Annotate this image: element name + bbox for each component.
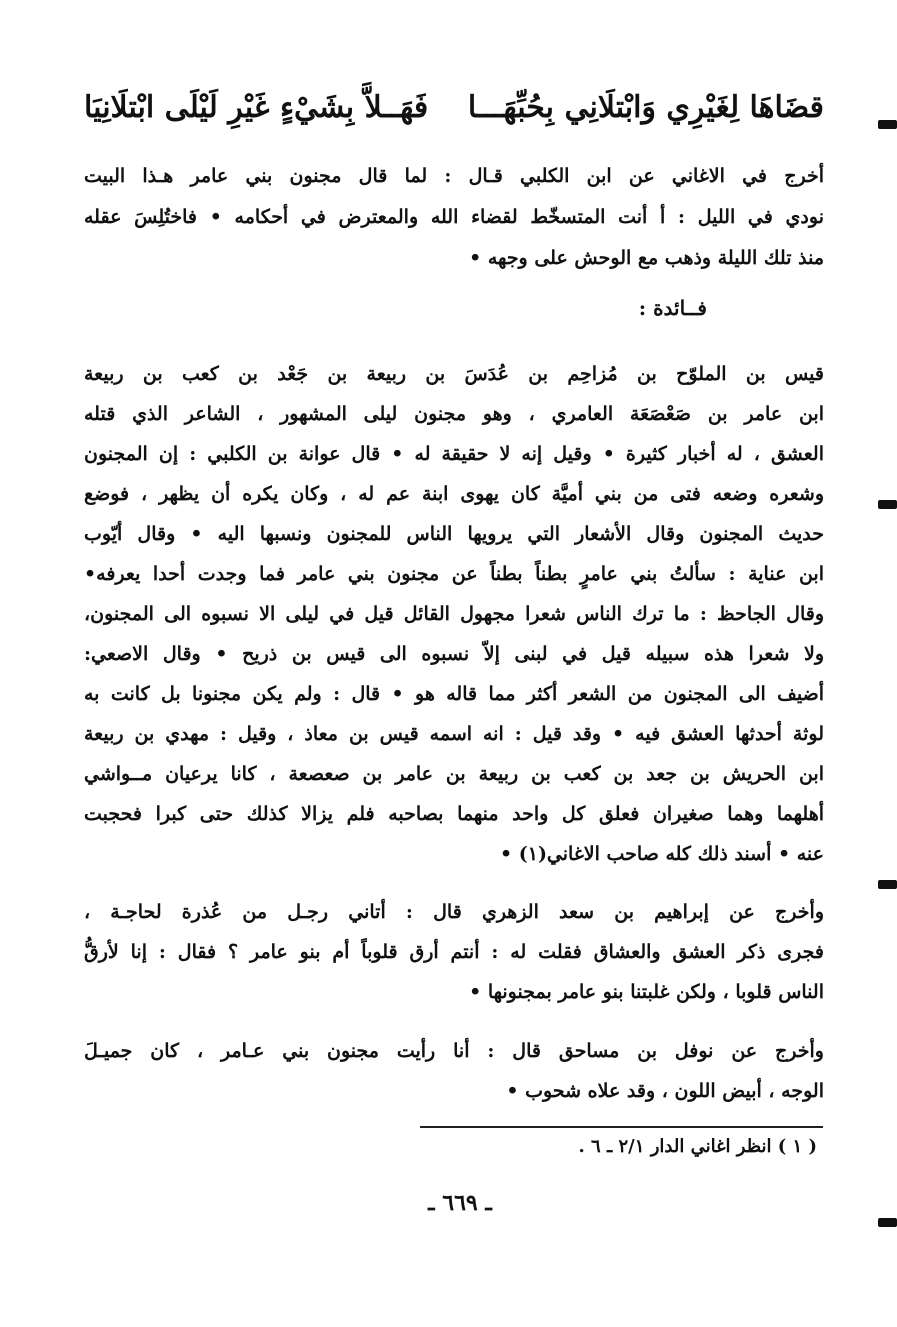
paragraph-2-line: وشعره وضعه فتى من بني أميَّة كان يهوى ابنة عم له ، وكان يكره أن يظهر ، فوضع: [84, 483, 824, 505]
binding-mark: [878, 120, 897, 129]
paragraph-2-line: ابن الحريش بن جعد بن كعب بن ربيعة بن عامر بن صعصعة ، كانا يرعيان مــواشي: [84, 763, 824, 785]
paragraph-2-line: وقال الجاحظ : ما ترك الناس شعرا مجهول القائل قيل في ليلى الا نسبوه الى المجنون،: [84, 603, 824, 625]
binding-mark: [878, 500, 897, 509]
paragraph-2-line: قيس بن الملوّح بن مُزاحِم بن عُدَسَ بن ربيعة بن جَعْد بن كعب بن ربيعة: [84, 363, 824, 385]
paragraph-2-line: عنه • أسند ذلك كله صاحب الاغاني(١) •: [499, 843, 824, 865]
paragraph-2-line: لوثة أحدثها العشق فيه • وقد قيل : انه اسمه قيس بن معاذ ، وقيل : مهدي بن ربيعة: [84, 723, 824, 745]
paragraph-4-line: وأخرج عن نوفل بن مساحق قال : أنا رأيت مجنون بني عـامر ، كان جميـلَ: [84, 1040, 824, 1062]
paragraph-2-line: ابن عامر بن صَعْصَعَة العامري ، وهو مجنون ليلى المشهور ، الشاعر الذي قتله: [84, 403, 824, 425]
paragraph-1-line: منذ تلك الليلة وذهب مع الوحش على وجهه •: [469, 247, 824, 269]
paragraph-3-line: الناس قلوبا ، ولكن غلبتنا بنو عامر بمجنونها •: [469, 981, 824, 1003]
binding-mark: [878, 880, 897, 889]
paragraph-2-line: أهلهما وهما صغيران فعلق كل واحد منهما بصاحبه فلم يزالا كذلك حتى كبرا فحجبت: [84, 803, 824, 825]
paragraph-4-line: الوجه ، أبيض اللون ، وقد علاه شحوب •: [506, 1080, 824, 1102]
paragraph-3-line: وأخرج عن إبراهيم بن سعد الزهري قال : أتاني رجـل من عُذرة لحاجـة ،: [84, 901, 824, 923]
paragraph-3-line: فجرى ذكر العشق والعشاق فقلت له : أنتم أرق قلوباً أم بنو عامر ؟ فقال : إنا لأرقُّ: [84, 941, 824, 963]
paragraph-2-line: أضيف الى المجنون من الشعر أكثر مما قاله هو • قال : ولم يكن مجنونا بل كانت به: [84, 683, 824, 705]
page-number: ـ ٦٦٩ ـ: [428, 1190, 492, 1216]
paragraph-2-line: ولا شعرا هذه سبيله قيل في لبنى إلاّ نسبوه الى قيس بن ذريح • وقال الاصعي:: [84, 643, 824, 665]
footnote: ( ١ ) انظر اغاني الدار ٢/١ ـ ٦ .: [578, 1136, 817, 1157]
poem-verse: [84, 72, 824, 142]
paragraph-2-line: حديث المجنون وقال الأشعار التي يرويها الناس للمجنون ونسبها اليه • وقال أيّوب: [84, 523, 824, 545]
section-heading: فــائدة :: [638, 296, 707, 320]
paragraph-1-line: نودي في الليل : أ أنت المتسخّط لقضاء الله والمعترض في أحكامه • فاختُلِسَ عقله: [84, 206, 824, 228]
paragraph-2-line: ابن عناية : سألتُ بني عامرٍ بطناً بطناً عن مجنون بني عامر فما وجدت أحدا يعرفه•: [84, 563, 824, 585]
paragraph-2-line: العشق ، له أخبار كثيرة • وقيل إنه لا حقيقة له • قال عوانة بن الكلبي : إن المجنون: [84, 443, 824, 465]
verse-first-hemistich: قضَاهَا لِغَيْرِي وَابْتلَانِي بِحُبِّهَـــا: [467, 89, 824, 125]
paragraph-1-line: أخرج في الاغاني عن ابن الكلبي قـال : لما قال مجنون بني عامر هـذا البيت: [84, 165, 824, 187]
verse-second-hemistich: فَهَــلاَّ بِشَيْءٍ غَيْرِ لَيْلَى ابْتلَانِيَا: [84, 89, 429, 125]
footnote-divider: [420, 1126, 823, 1128]
binding-mark: [878, 1218, 897, 1227]
